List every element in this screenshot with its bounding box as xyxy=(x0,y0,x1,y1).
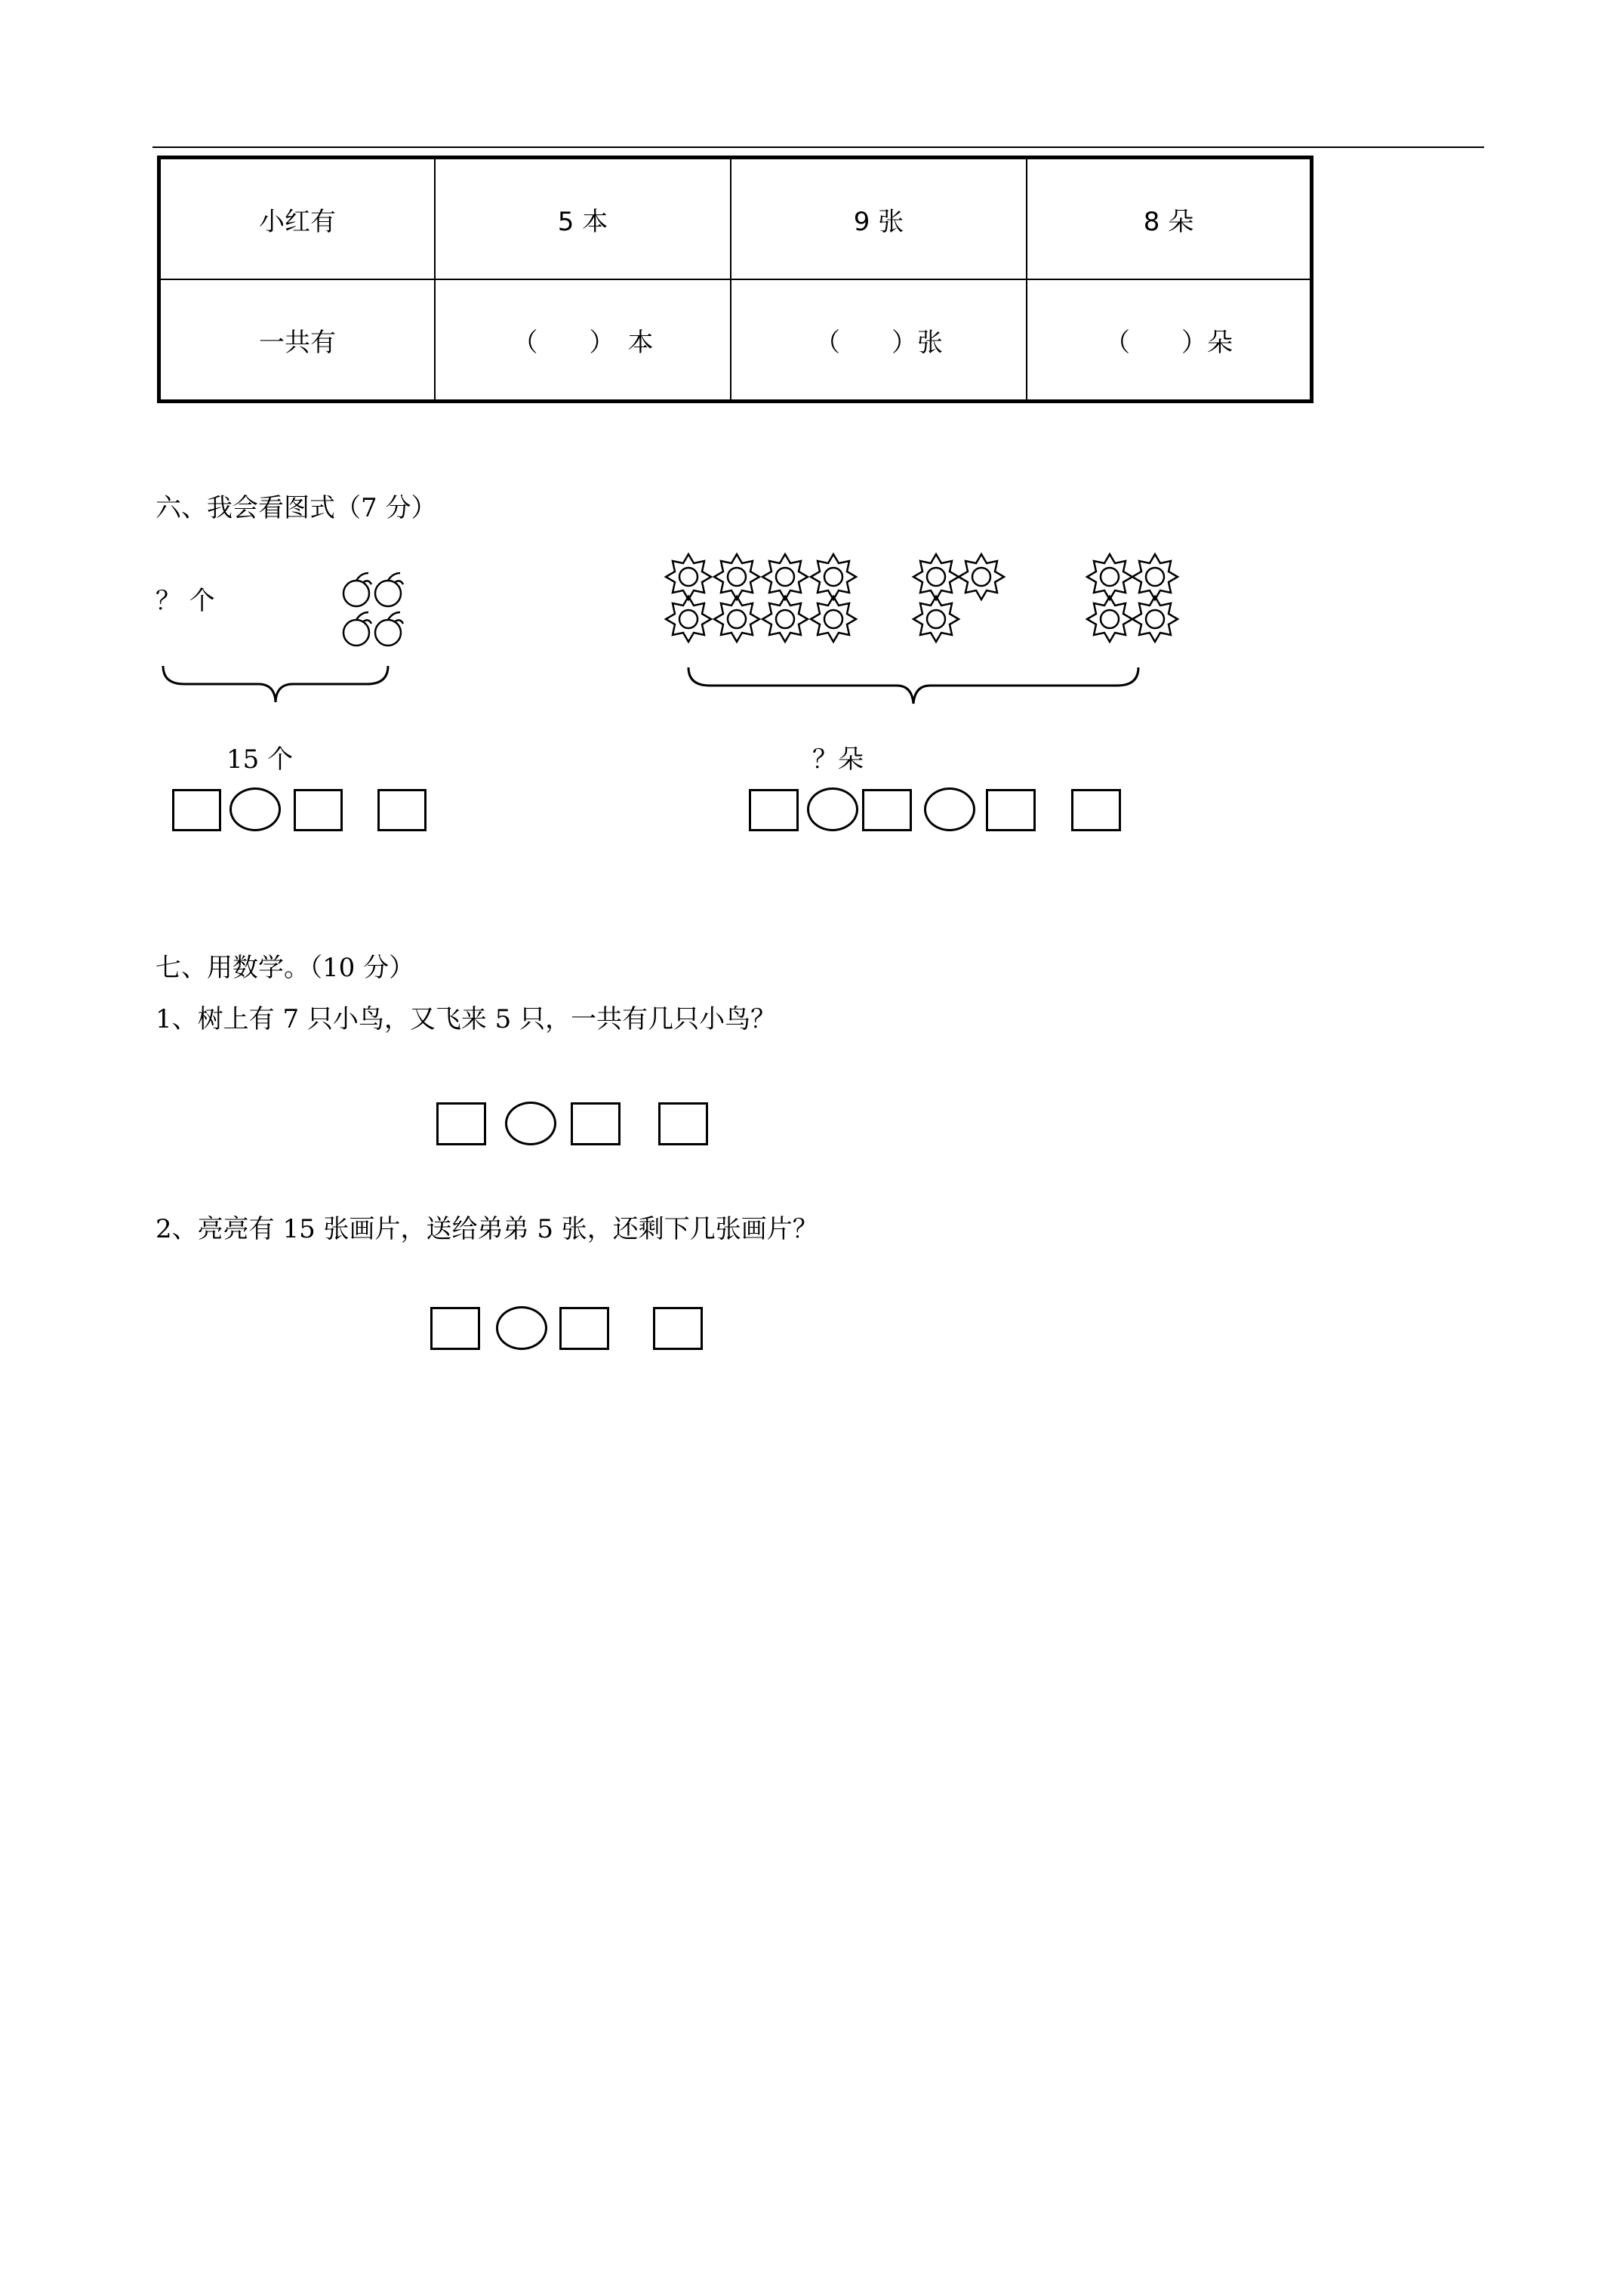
table-row xyxy=(159,279,1312,402)
operator-circle[interactable] xyxy=(924,787,975,831)
answer-box[interactable] xyxy=(559,1307,609,1350)
table-cell: 9 张 xyxy=(731,158,1027,280)
answer-cell[interactable]: （ ）朵 xyxy=(1027,279,1312,402)
apple-icon xyxy=(340,568,408,651)
left-question-label: ？ 个 xyxy=(156,586,215,616)
operator-circle[interactable] xyxy=(505,1102,556,1145)
table-cell: 5 本 xyxy=(435,158,731,280)
answer-box[interactable] xyxy=(862,789,912,831)
operator-circle[interactable] xyxy=(807,787,858,831)
result-box[interactable] xyxy=(377,789,427,831)
result-box[interactable] xyxy=(653,1307,703,1350)
left-brace xyxy=(162,663,390,708)
right-question-label: ？朵 xyxy=(812,744,864,775)
operator-circle[interactable] xyxy=(229,787,281,831)
section6-title: 六、我会看图式（7 分） xyxy=(156,493,437,523)
table-cell: 小红有 xyxy=(159,158,436,280)
header-rule xyxy=(152,146,1484,148)
table-row xyxy=(159,158,1312,280)
question-1: 1、树上有 7 只小鸟，又飞来 5 只，一共有几只小鸟？ xyxy=(156,1004,777,1034)
answer-cell[interactable]: （ ） 本 xyxy=(435,279,731,402)
fill-table xyxy=(157,156,1313,403)
left-total-label: 15 个 xyxy=(226,744,294,775)
right-brace xyxy=(687,664,1140,710)
operator-circle[interactable] xyxy=(496,1306,547,1350)
answer-cell[interactable]: （ ）张 xyxy=(731,279,1027,402)
answer-box[interactable] xyxy=(571,1102,621,1145)
result-box[interactable] xyxy=(658,1102,708,1145)
table-cell: 8 朵 xyxy=(1027,158,1312,280)
flower-icon xyxy=(664,553,1193,643)
answer-box[interactable] xyxy=(172,789,221,831)
result-box[interactable] xyxy=(1071,789,1121,831)
answer-box[interactable] xyxy=(294,789,343,831)
answer-box[interactable] xyxy=(436,1102,486,1145)
answer-box[interactable] xyxy=(986,789,1036,831)
answer-box[interactable] xyxy=(430,1307,480,1350)
answer-box[interactable] xyxy=(749,789,799,831)
section7-title: 七、用数学。（10 分） xyxy=(156,953,415,983)
table-cell: 一共有 xyxy=(159,279,436,402)
question-2: 2、亮亮有 15 张画片，送给弟弟 5 张，还剩下几张画片？ xyxy=(156,1214,818,1244)
